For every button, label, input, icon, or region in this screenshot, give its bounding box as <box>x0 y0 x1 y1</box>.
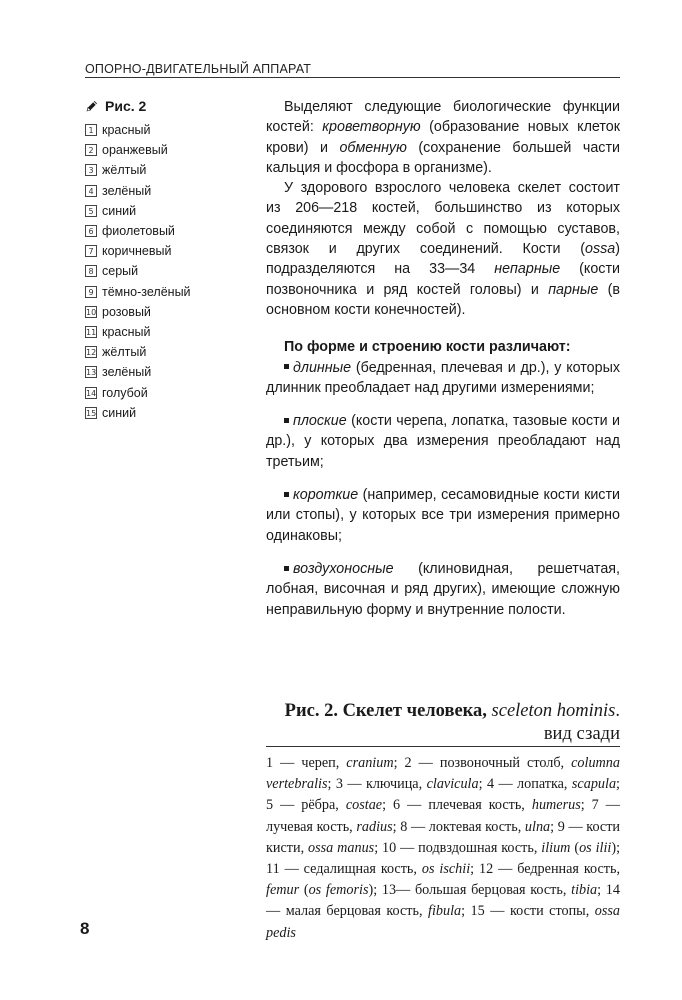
text-run: ulna <box>524 818 551 835</box>
legend-item <box>85 382 255 402</box>
text-run: scapula <box>571 776 617 793</box>
text-run: ; 15 — кости стопы, <box>461 903 595 920</box>
text-run: (образование новых клеток крови) и <box>266 119 620 156</box>
text-run: ossa <box>585 241 616 258</box>
legend-number: 7 <box>85 245 97 257</box>
legend-item <box>85 362 255 382</box>
legend-number: 14 <box>86 388 97 398</box>
text-run: ; 12 — бедренная кость, <box>470 861 620 878</box>
text-run: ); 11 — седалищная кость, <box>266 839 621 878</box>
text-run: (кости позвоночника и ряд костей головы) и <box>266 261 620 298</box>
text-run: clavicula <box>426 776 479 793</box>
bullet-square-icon <box>284 418 289 423</box>
legend-label: фиолетовый <box>102 224 175 239</box>
paragraph-skeleton <box>266 178 620 320</box>
legend-number: 11 <box>86 327 97 337</box>
caption-text <box>266 753 620 944</box>
legend-number: 8 <box>85 265 97 277</box>
legend-item <box>85 140 255 160</box>
legend-label: серый <box>102 264 139 279</box>
legend-item <box>85 261 255 281</box>
text-run: ; 2 — позвоночный столб, <box>393 755 572 771</box>
legend-item <box>85 201 255 221</box>
text-run: radius <box>356 818 393 835</box>
legend-item <box>85 221 255 241</box>
legend-item <box>85 181 255 201</box>
text-run: (бедренная, плечевая и др.), у которых длинник преобладает над другими измерениями; <box>266 359 620 396</box>
legend-item <box>85 403 255 423</box>
legend-number: 10 <box>86 307 97 317</box>
legend-label: зелёный <box>102 365 152 380</box>
legend-label: голубой <box>102 385 148 400</box>
legend-item <box>85 322 255 342</box>
legend-list <box>85 120 255 423</box>
text-run: (в основном кости конечностей). <box>266 281 620 318</box>
text-run: ); 13— большая берцовая кость, <box>368 882 572 899</box>
text-run: tibia <box>571 882 598 899</box>
text-run: femur <box>266 882 300 899</box>
text-run: Рис. 2. Скелет человека, <box>284 701 492 721</box>
legend-item <box>85 342 255 362</box>
legend-label: синий <box>102 405 137 420</box>
caption-rule <box>266 746 620 747</box>
figure-color-legend <box>85 98 255 423</box>
text-run: ; 8 — локтевая кость, <box>392 818 525 835</box>
legend-number: 6 <box>85 225 97 237</box>
text-run: воздухоносные <box>293 560 394 577</box>
text-run: ilium <box>541 839 571 856</box>
figure-caption-title <box>266 700 620 746</box>
text-run: парные <box>548 281 599 298</box>
text-run: длинные <box>293 359 352 376</box>
legend-item <box>85 282 255 302</box>
legend-number: 15 <box>86 408 97 418</box>
bone-type-item <box>266 411 620 472</box>
legend-number: 9 <box>85 286 97 298</box>
text-run: плоские <box>293 413 347 430</box>
text-run: os ilii <box>579 839 612 856</box>
legend-title-text: Рис. 2 <box>105 98 147 114</box>
legend-number: 1 <box>85 124 97 136</box>
section-heading: По форме и строению кости различают: <box>284 339 571 356</box>
bone-types-list <box>266 358 620 620</box>
text-run: ) подразделяются на 33—34 <box>266 241 620 278</box>
text-run: короткие <box>293 487 359 504</box>
legend-item <box>85 160 255 180</box>
legend-number: 12 <box>86 348 97 358</box>
figure-caption-body <box>266 753 620 944</box>
legend-number: 13 <box>86 368 97 378</box>
text-run: os ischii <box>421 861 471 878</box>
legend-label: жёлтый <box>102 345 147 360</box>
text-run: fibula <box>428 903 462 920</box>
bullet-square-icon <box>284 566 289 571</box>
text-run: ( <box>299 882 309 899</box>
text-run: sceleton hominis <box>491 701 616 721</box>
legend-label: коричневый <box>102 244 172 259</box>
legend-number: 5 <box>85 205 97 217</box>
text-run: обменную <box>339 139 407 156</box>
page-number: 8 <box>80 919 90 938</box>
text-run: ; 3 — ключица, <box>327 776 427 793</box>
text-run: ; 4 — лопатка, <box>478 776 572 793</box>
legend-label: оранжевый <box>102 143 168 158</box>
text-run: costae <box>345 797 383 814</box>
text-run: (кости черепа, лопатка, тазовые кости и др.), у которых два измерения преобладают над третьим; <box>266 413 620 470</box>
running-head: ОПОРНО-ДВИГАТЕЛЬНЫЙ АППАРАТ <box>85 62 312 76</box>
text-run: (сохранение большей части кальция и фосфора в организме). <box>266 139 620 176</box>
text-run: ; 14 — малая берцовая кость, <box>266 882 620 920</box>
bone-type-item <box>266 358 620 399</box>
bullet-square-icon <box>284 492 289 497</box>
text-run: Выделяют следующие биологические функции костей: <box>266 99 620 136</box>
legend-label: красный <box>102 123 151 138</box>
text-run: ( <box>570 839 580 856</box>
text-run: У здорового взрослого человека скелет состоит из 206—218 костей, большинство из которых соединяются между собой с помощью суставов, связок и других соединений. Кости ( <box>266 180 620 258</box>
legend-title <box>85 98 255 114</box>
paragraph-functions <box>266 97 620 178</box>
legend-item <box>85 241 255 261</box>
main-text <box>266 97 620 620</box>
legend-number: 3 <box>85 164 97 176</box>
legend-item <box>85 120 255 140</box>
text-run: ; 5 — рёбра, <box>266 776 620 814</box>
text-run: ; 6 — плечевая кость, <box>382 797 532 814</box>
text-run: непарные <box>494 261 561 278</box>
legend-label: красный <box>102 324 151 339</box>
text-run: . вид сзади <box>543 701 620 744</box>
legend-label: тёмно-зелёный <box>102 284 191 299</box>
bullet-square-icon <box>284 364 289 369</box>
legend-label: жёлтый <box>102 163 147 178</box>
bone-type-item <box>266 485 620 546</box>
header-rule <box>85 77 620 78</box>
text-run: ; 10 — подвздошная кость, <box>374 839 542 856</box>
text-run: os femoris <box>308 882 369 899</box>
text-run: cranium <box>346 755 394 771</box>
text-run: ; 9 — кости кисти, <box>266 818 620 856</box>
legend-label: синий <box>102 203 137 218</box>
legend-number: 2 <box>85 144 97 156</box>
text-run: humerus <box>531 797 581 814</box>
legend-item <box>85 302 255 322</box>
pencil-icon <box>85 99 99 113</box>
text-run: (например, сесамовидные кости кисти или стопы), у которых все три измерения примерно одинаковы; <box>266 487 620 544</box>
text-run: кроветворную <box>322 119 421 136</box>
bone-type-item <box>266 559 620 620</box>
text-run: ; 7 — лучевая кость, <box>266 797 620 835</box>
legend-number: 4 <box>85 185 97 197</box>
text-run: columna vertebralis <box>266 755 620 793</box>
legend-label: зелёный <box>102 183 152 198</box>
text-run: (клиновидная, решетчатая, лобная, височная и ряд других), имеющие сложную неправильную форму и внутренние полости. <box>266 560 620 618</box>
text-run: ossa pedis <box>266 903 620 941</box>
legend-label: розовый <box>102 304 151 319</box>
text-run: 1 — череп, <box>266 755 347 771</box>
text-run: ossa manus <box>308 839 375 856</box>
